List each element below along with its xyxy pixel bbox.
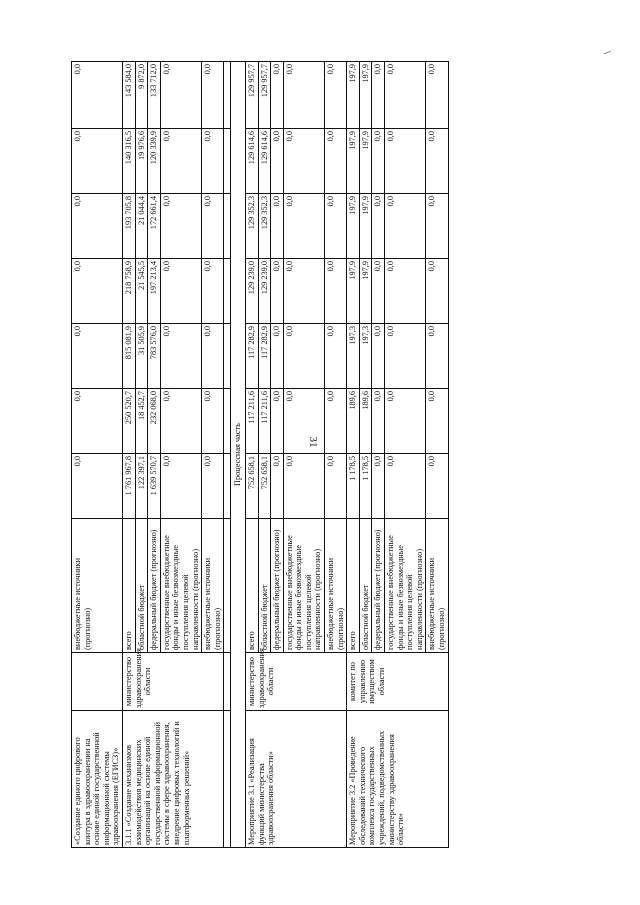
amount-year-4: 0,0 — [426, 194, 448, 259]
page-number: 31 — [307, 436, 319, 448]
amount-year-5: 129 614,6 — [258, 129, 271, 194]
amount-year-5: 0,0 — [426, 129, 448, 194]
amount-year-2: 0,0 — [72, 324, 123, 389]
amount-year-3: 129 239,0 — [258, 259, 271, 324]
activity-name: Мероприятие 3.2 «Проведение обследований технического комплекса государственных учреждений, подведомственных министерству здравоохранения области» — [347, 711, 448, 848]
amount-year-3: 197,9 — [347, 259, 360, 324]
amount-year-5: 0,0 — [385, 129, 426, 194]
amount-year-6: 0,0 — [160, 62, 201, 129]
amount-year-2: 815 081,9 — [122, 324, 135, 389]
amount-year-1: 189,6 — [347, 389, 360, 454]
amount-year-3: 0,0 — [385, 259, 426, 324]
funding-source: государственные внебюджетные фонды и иные безвозмездные поступления целевой направленности (прогнозно) — [160, 519, 201, 653]
amount-total: 0,0 — [160, 454, 201, 519]
amount-year-4: 21 044,4 — [135, 194, 148, 259]
amount-year-5: 19 976,6 — [135, 129, 148, 194]
amount-total: 0,0 — [271, 454, 284, 519]
amount-year-4: 0,0 — [385, 194, 426, 259]
document-table-area — [71, 62, 570, 848]
amount-total: 1 761 967,8 — [122, 454, 135, 519]
scan-mark — [604, 51, 611, 54]
amount-total: 1 178,5 — [359, 454, 372, 519]
amount-total: 122 397,1 — [135, 454, 148, 519]
amount-year-4: 193 705,8 — [122, 194, 135, 259]
blank-cell — [224, 653, 231, 711]
blank-cell — [224, 519, 231, 653]
amount-year-2: 197,3 — [347, 324, 360, 389]
amount-year-1: 117 211,6 — [245, 389, 258, 454]
amount-year-2: 0,0 — [271, 324, 284, 389]
funding-source: областной бюджет — [359, 519, 372, 653]
blank-cell — [224, 324, 231, 389]
amount-year-1: 0,0 — [385, 389, 426, 454]
amount-year-2: 31 505,9 — [135, 324, 148, 389]
blank-cell — [224, 129, 231, 194]
amount-year-3: 0,0 — [160, 259, 201, 324]
amount-total: 0,0 — [385, 454, 426, 519]
table-row — [72, 62, 123, 848]
table-row — [224, 62, 231, 848]
amount-year-1: 117 211,6 — [258, 389, 271, 454]
funding-source: государственные внебюджетные фонды и иные безвозмездные поступления целевой направленности (прогнозно) — [385, 519, 426, 653]
amount-year-4: 0,0 — [72, 194, 123, 259]
activity-name: «Создание единого цифрового контура в здравоохранении на основе единой государственной информационной системы здравоохранения (ЕГИСЗ)» — [72, 711, 123, 848]
blank-cell — [224, 194, 231, 259]
amount-year-3: 0,0 — [72, 259, 123, 324]
amount-year-2: 783 576,0 — [148, 324, 161, 389]
funding-source: всего — [245, 519, 258, 653]
amount-total: 752 658,1 — [245, 454, 258, 519]
amount-year-4: 0,0 — [271, 194, 284, 259]
amount-year-2: 117 282,9 — [245, 324, 258, 389]
amount-year-5: 129 614,6 — [245, 129, 258, 194]
amount-year-6: 9 872,0 — [135, 62, 148, 129]
amount-year-6: 133 712,0 — [148, 62, 161, 129]
amount-year-3: 197,9 — [359, 259, 372, 324]
funding-source: областной бюджет — [135, 519, 148, 653]
amount-year-2: 0,0 — [283, 324, 324, 389]
activity-name: 3.1.1 «Создание механизмов взаимодействия медицинских организаций на основе единой государственной информационной системы в сфере здравоохранения, внедрение цифровых технологий и платформенных решений» — [122, 711, 223, 848]
blank-cell — [224, 259, 231, 324]
amount-year-1: 0,0 — [160, 389, 201, 454]
amount-year-2: 197,3 — [359, 324, 372, 389]
amount-year-4: 0,0 — [325, 194, 347, 259]
amount-year-3: 0,0 — [283, 259, 324, 324]
funding-source: внебюджетные источники (прогнозно) — [426, 519, 448, 653]
amount-year-1: 0,0 — [271, 389, 284, 454]
blank-cell — [224, 389, 231, 454]
amount-year-1: 18 452,7 — [135, 389, 148, 454]
amount-year-6: 0,0 — [426, 62, 448, 129]
amount-year-2: 0,0 — [202, 324, 224, 389]
funding-source: всего — [122, 519, 135, 653]
table-row — [122, 62, 135, 848]
executor: министерство здравоохранения области — [245, 653, 346, 711]
amount-total: 1 178,5 — [347, 454, 360, 519]
amount-year-6: 0,0 — [72, 62, 123, 129]
amount-year-3: 0,0 — [372, 259, 385, 324]
amount-year-2: 0,0 — [385, 324, 426, 389]
funding-source: внебюджетные источники (прогнозно) — [325, 519, 347, 653]
funding-source: внебюджетные источники (прогнозно) — [72, 519, 123, 653]
amount-year-5: 0,0 — [325, 129, 347, 194]
amount-year-6: 197,9 — [359, 62, 372, 129]
amount-total: 0,0 — [202, 454, 224, 519]
executor: министерство здравоохранения области — [122, 653, 223, 711]
amount-year-6: 129 957,7 — [245, 62, 258, 129]
budget-table — [71, 61, 449, 848]
amount-year-3: 21 545,5 — [135, 259, 148, 324]
activity-name: Мероприятие 3.1 «Реализация функций министерства здравоохранения области» — [245, 711, 346, 848]
funding-source: федеральный бюджет (прогнозно) — [148, 519, 161, 653]
table-row — [245, 62, 258, 848]
amount-year-1: 0,0 — [72, 389, 123, 454]
amount-year-5: 0,0 — [202, 129, 224, 194]
amount-year-1: 250 520,7 — [122, 389, 135, 454]
amount-year-5: 140 316,5 — [122, 129, 135, 194]
amount-total: 0,0 — [426, 454, 448, 519]
section-header-row — [231, 62, 246, 848]
amount-year-4: 0,0 — [202, 194, 224, 259]
amount-year-5: 0,0 — [72, 129, 123, 194]
amount-year-2: 117 282,9 — [258, 324, 271, 389]
amount-year-2: 0,0 — [160, 324, 201, 389]
amount-year-3: 218 758,9 — [122, 259, 135, 324]
amount-total: 0,0 — [72, 454, 123, 519]
amount-year-5: 120 339,9 — [148, 129, 161, 194]
amount-year-3: 197 213,4 — [148, 259, 161, 324]
amount-year-5: 197,9 — [347, 129, 360, 194]
amount-year-4: 0,0 — [283, 194, 324, 259]
amount-year-2: 0,0 — [325, 324, 347, 389]
blank-cell — [224, 62, 231, 129]
amount-year-1: 0,0 — [202, 389, 224, 454]
amount-year-6: 0,0 — [271, 62, 284, 129]
amount-year-4: 197,9 — [347, 194, 360, 259]
blank-cell — [224, 711, 231, 848]
executor — [72, 653, 123, 711]
funding-source: областной бюджет — [258, 519, 271, 653]
amount-year-1: 0,0 — [426, 389, 448, 454]
amount-year-6: 0,0 — [325, 62, 347, 129]
amount-year-5: 0,0 — [283, 129, 324, 194]
amount-year-5: 0,0 — [160, 129, 201, 194]
amount-year-1: 0,0 — [325, 389, 347, 454]
amount-year-2: 0,0 — [372, 324, 385, 389]
amount-year-4: 197,9 — [359, 194, 372, 259]
section-title: Процессная часть — [231, 62, 246, 848]
funding-source: федеральный бюджет (прогнозно) — [271, 519, 284, 653]
amount-year-6: 0,0 — [372, 62, 385, 129]
amount-year-3: 0,0 — [271, 259, 284, 324]
funding-source: внебюджетные источники (прогнозно) — [202, 519, 224, 653]
amount-year-4: 129 352,3 — [245, 194, 258, 259]
amount-total: 752 658,1 — [258, 454, 271, 519]
amount-year-1: 0,0 — [283, 389, 324, 454]
amount-year-6: 143 584,0 — [122, 62, 135, 129]
blank-cell — [224, 454, 231, 519]
amount-year-6: 0,0 — [202, 62, 224, 129]
funding-source: всего — [347, 519, 360, 653]
amount-year-5: 0,0 — [372, 129, 385, 194]
amount-year-1: 189,6 — [359, 389, 372, 454]
amount-year-2: 0,0 — [426, 324, 448, 389]
amount-year-4: 172 661,4 — [148, 194, 161, 259]
funding-source: федеральный бюджет (прогнозно) — [372, 519, 385, 653]
amount-year-4: 129 352,3 — [258, 194, 271, 259]
amount-year-1: 0,0 — [372, 389, 385, 454]
amount-year-3: 0,0 — [202, 259, 224, 324]
amount-year-3: 0,0 — [325, 259, 347, 324]
amount-year-1: 232 068,0 — [148, 389, 161, 454]
amount-year-4: 0,0 — [372, 194, 385, 259]
amount-total: 0,0 — [325, 454, 347, 519]
amount-year-3: 0,0 — [426, 259, 448, 324]
amount-year-6: 129 957,7 — [258, 62, 271, 129]
amount-year-6: 0,0 — [385, 62, 426, 129]
amount-total: 1 639 570,7 — [148, 454, 161, 519]
amount-year-6: 0,0 — [283, 62, 324, 129]
table-row — [347, 62, 360, 848]
funding-source: государственные внебюджетные фонды и иные безвозмездные поступления целевой направленности (прогнозно) — [283, 519, 324, 653]
amount-total: 0,0 — [283, 454, 324, 519]
executor: комитет по управлению имуществом области — [347, 653, 448, 711]
amount-year-4: 0,0 — [160, 194, 201, 259]
amount-year-5: 197,9 — [359, 129, 372, 194]
amount-total: 0,0 — [372, 454, 385, 519]
amount-year-5: 0,0 — [271, 129, 284, 194]
amount-year-6: 197,9 — [347, 62, 360, 129]
amount-year-3: 129 239,0 — [245, 259, 258, 324]
